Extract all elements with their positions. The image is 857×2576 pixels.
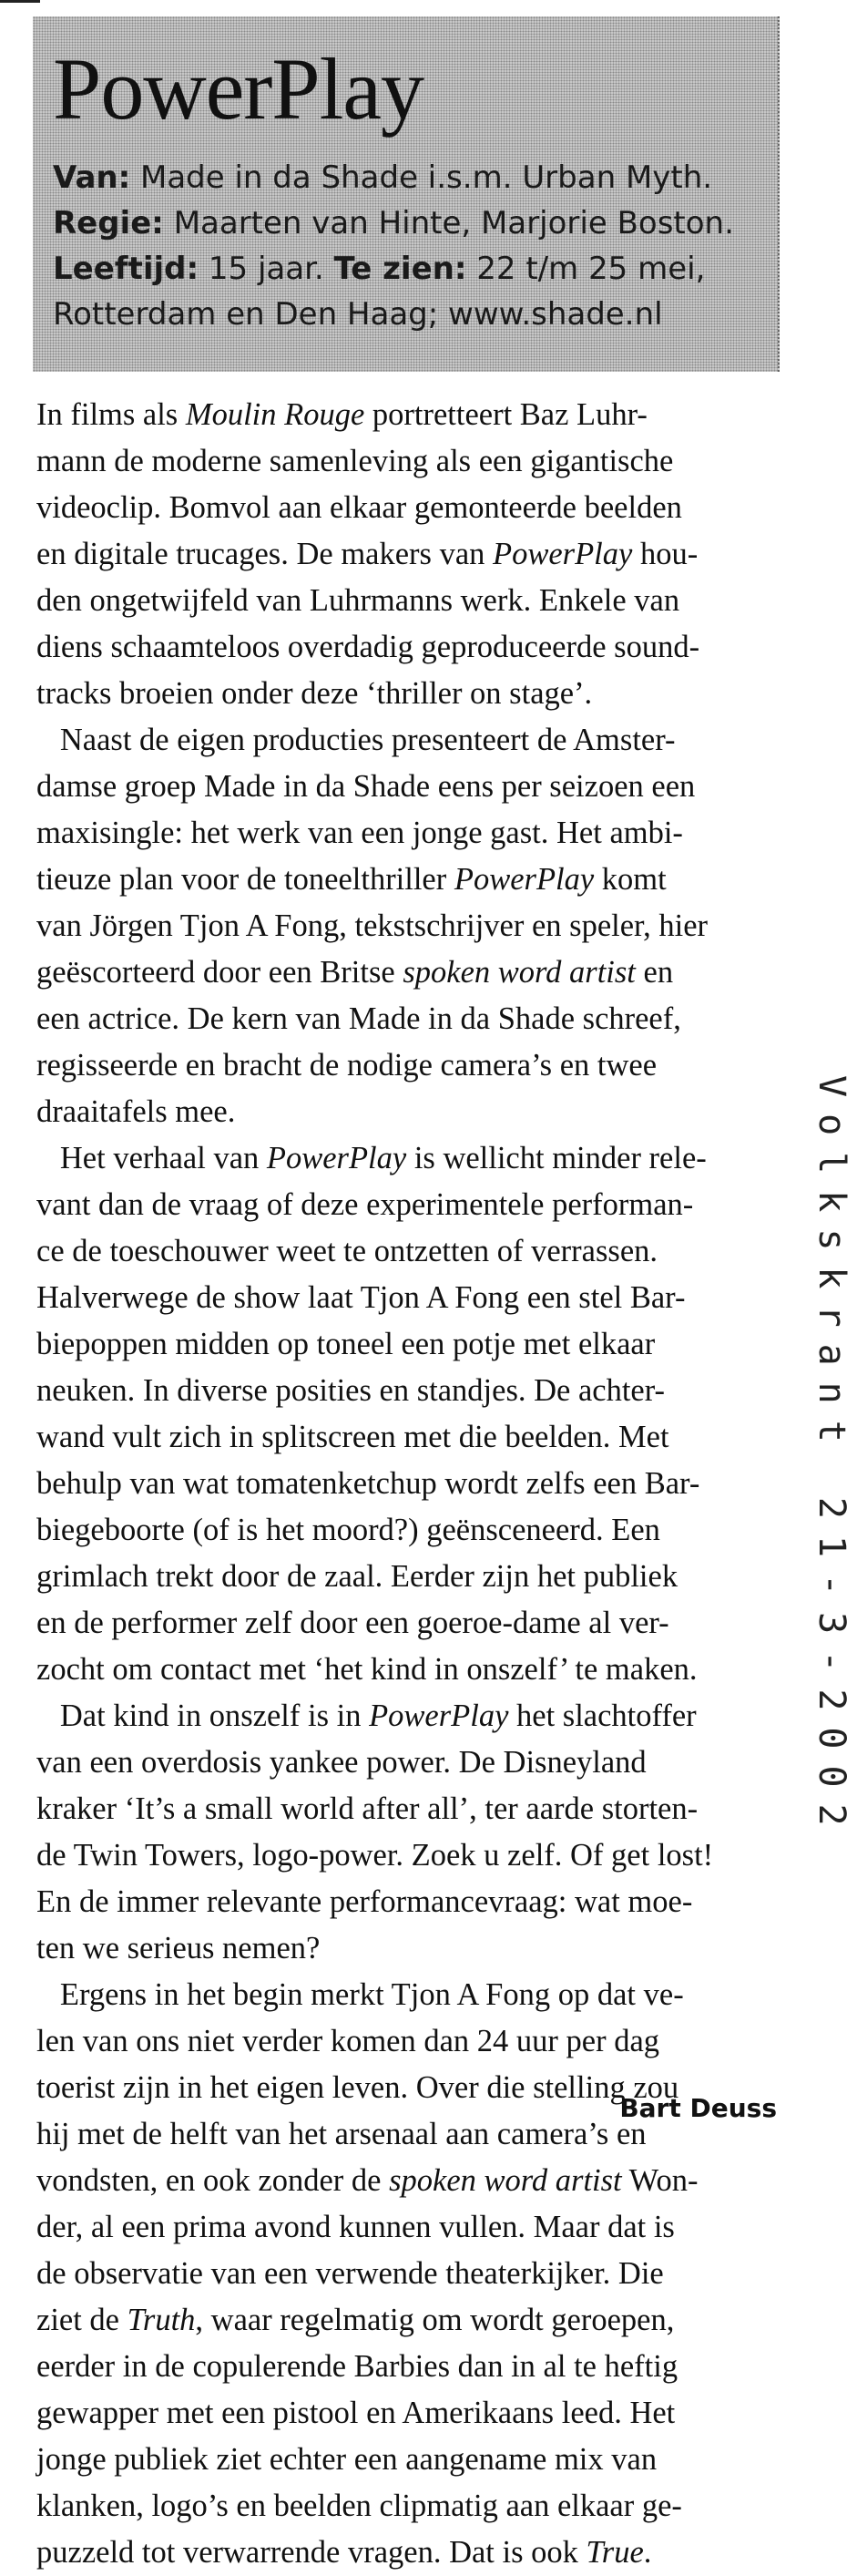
- body-line: neuken. In diverse posities en standjes. De achter-: [36, 1373, 666, 1408]
- credit-value: Maarten van Hinte, Marjorie Boston.: [163, 205, 734, 241]
- body-line: van een overdosis yankee power. De Disneyland: [36, 1745, 647, 1780]
- credit-value-dates: 22 t/m 25 mei,: [466, 251, 706, 287]
- body-line: den ongetwijfeld van Luhrmanns werk. Enkele van: [36, 583, 680, 618]
- body-line: damse groep Made in da Shade eens per seizoen een: [36, 769, 696, 804]
- credit-value: 15 jaar.: [199, 251, 334, 287]
- credit-line-locations: [53, 292, 761, 337]
- info-box: [33, 16, 780, 372]
- body-line: wand vult zich in splitscreen met die beelden. Met: [36, 1420, 669, 1454]
- body-line: van Jörgen Tjon A Fong, tekstschrijver en speler, hier: [36, 908, 709, 943]
- author-byline: Bart Deuss: [619, 2093, 777, 2123]
- body-line: En de immer relevante performancevraag: wat moe-: [36, 1884, 693, 1919]
- article-title: PowerPlay: [53, 40, 423, 138]
- body-line: regisseerde en bracht de nodige camera’s en twee: [36, 1048, 658, 1083]
- body-line: maxisingle: het werk van een jonge gast. Het ambi-: [36, 816, 683, 850]
- body-line: gewapper met een pistool en Amerikaans leed. Het: [36, 2396, 676, 2430]
- body-line: grimlach trekt door de zaal. Eerder zijn het publiek: [36, 1559, 678, 1594]
- body-line: en de performer zelf door een goeroe-dame al ver-: [36, 1606, 669, 1640]
- body-line: videoclip. Bomvol aan elkaar gemonteerde beelden: [36, 490, 682, 525]
- credit-label: Regie:: [53, 205, 164, 241]
- body-line: kraker ‘It’s a small world after all’, ter aarde storten-: [36, 1791, 699, 1826]
- body-line: tieuze plan voor de toneelthriller PowerPlay komt: [36, 862, 667, 897]
- handwritten-note-text: Volkskrant 21-3-2002: [811, 1075, 852, 1842]
- body-line: biepoppen midden op toneel een potje met elkaar: [36, 1327, 656, 1361]
- credit-value: Rotterdam en Den Haag; www.shade.nl: [53, 296, 663, 333]
- body-line: toerist zijn in het eigen leven. Over die stelling zou: [36, 2070, 679, 2105]
- credit-line-leeftijd: [53, 246, 761, 292]
- credit-label: Van:: [53, 159, 131, 196]
- credit-value: Made in da Shade i.s.m. Urban Myth.: [130, 159, 713, 196]
- body-line: Naast de eigen producties presenteert de Amster-: [36, 723, 676, 757]
- body-line: de observatie van een verwende theaterkijker. Die: [36, 2256, 664, 2291]
- article-body: [36, 392, 783, 2576]
- body-line: mann de moderne samenleving als een gigantische: [36, 444, 674, 478]
- body-line: eerder in de copulerende Barbies dan in al te heftig: [36, 2349, 678, 2384]
- credit-label: Leeftijd:: [53, 251, 199, 287]
- body-line: Halverwege de show laat Tjon A Fong een stel Bar-: [36, 1280, 686, 1315]
- body-line: draaitafels mee.: [36, 1094, 236, 1129]
- body-line: Dat kind in onszelf is in PowerPlay het slachtoffer: [36, 1699, 697, 1733]
- body-line: de Twin Towers, logo-power. Zoek u zelf. Of get lost!: [36, 1838, 714, 1873]
- body-line: klanken, logo’s en beelden clipmatig aan elkaar ge-: [36, 2489, 682, 2523]
- body-line: ce de toeschouwer weet te ontzetten of verrassen.: [36, 1234, 658, 1268]
- body-line: len van ons niet verder komen dan 24 uur per dag: [36, 2024, 660, 2058]
- body-line: Het verhaal van PowerPlay is wellicht minder rele-: [36, 1141, 707, 1175]
- body-line: der, al een prima avond kunnen vullen. Maar dat is: [36, 2210, 675, 2244]
- body-line: jonge publiek ziet echter een aangename mix van: [36, 2442, 658, 2477]
- body-line: geëscorteerd door een Britse spoken word artist en: [36, 955, 674, 990]
- handwritten-note: [813, 1075, 850, 2032]
- body-line: puzzeld tot verwarrende vragen. Dat is ook True.: [36, 2535, 652, 2570]
- body-line: behulp van wat tomatenketchup wordt zelfs een Bar-: [36, 1466, 700, 1501]
- top-rule: [0, 0, 40, 3]
- body-line: vondsten, en ook zonder de spoken word artist Won-: [36, 2163, 699, 2198]
- body-line: ziet de Truth, waar regelmatig om wordt geroepen,: [36, 2303, 675, 2337]
- credit-line-van: [53, 155, 761, 200]
- body-line: zocht om contact met ‘het kind in onszelf’ te maken.: [36, 1652, 698, 1687]
- body-line: Ergens in het begin merkt Tjon A Fong op dat ve-: [36, 1977, 684, 2012]
- body-line: ten we serieus nemen?: [36, 1931, 321, 1965]
- credit-label-te-zien: Te zien:: [333, 251, 467, 287]
- body-line: vant dan de vraag of deze experimentele performan-: [36, 1187, 694, 1222]
- body-line: en digitale trucages. De makers van PowerPlay hou-: [36, 537, 699, 571]
- body-line: diens schaamteloos overdadig geproduceerde sound-: [36, 630, 700, 664]
- body-line: In films als Moulin Rouge portretteert Baz Luhr-: [36, 397, 648, 432]
- body-line: biegeboorte (of is het moord?) geënsceneerd. Een: [36, 1513, 660, 1547]
- body-line: tracks broeien onder deze ‘thriller on stage’.: [36, 676, 593, 711]
- credit-line-regie: [53, 200, 761, 246]
- body-line: hij met de helft van het arsenaal aan camera’s en: [36, 2117, 647, 2151]
- body-line: een actrice. De kern van Made in da Shade schreef,: [36, 1001, 681, 1036]
